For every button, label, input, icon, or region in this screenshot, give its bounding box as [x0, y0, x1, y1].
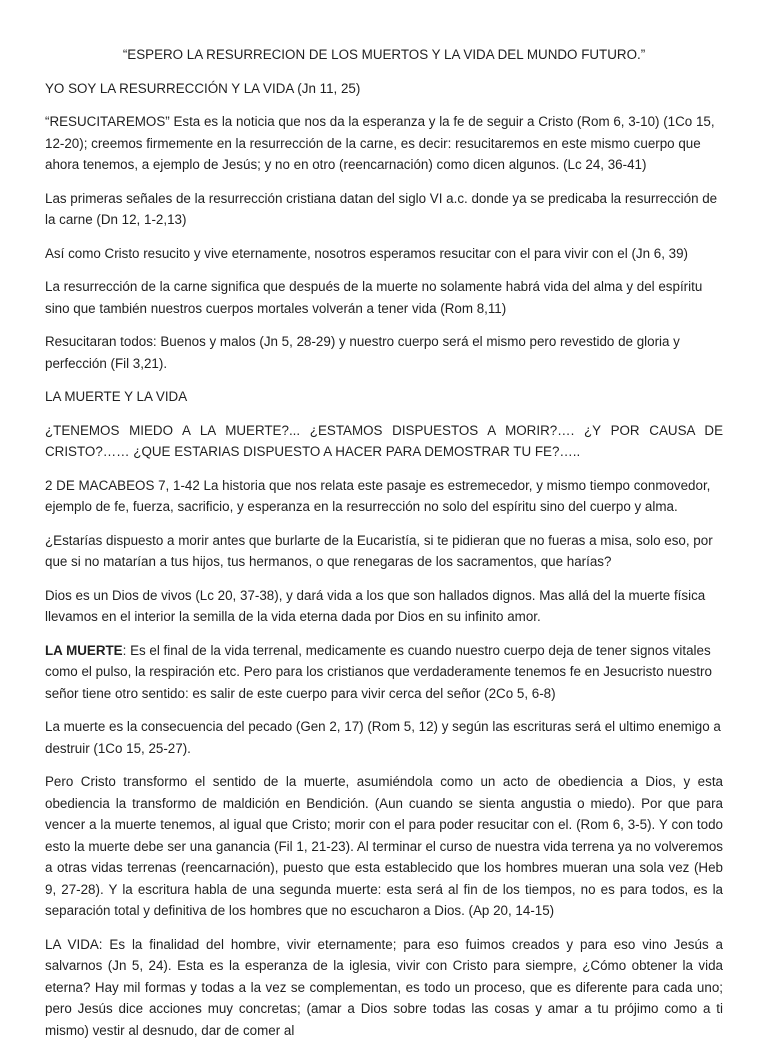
document-page [45, 44, 723, 1053]
death-definition-text: : Es el final de la vida terrenal, medicamente es cuando nuestro cuerpo deja de tener signos vitales como el pulso, la respiración etc. Pero para los cristianos que verdaderamente tenemos fe en Jesucristo nuestro señor tiene otro sentido: es salir de este cuerpo para vivir cerca del señor (2Co 5, 6-8) [45, 642, 712, 701]
paragraph-death-consequence: La muerte es la consecuencia del pecado (Gen 2, 17) (Rom 5, 12) y según las escrituras será el ultimo enemigo a destruir (1Co 15, 25-27). [45, 719, 721, 756]
paragraph-questions: ¿TENEMOS MIEDO A LA MUERTE?... ¿ESTAMOS DISPUESTOS A MORIR?…. ¿Y POR CAUSA DE CRISTO?…… ¿QUE ESTARIAS DISPUESTO A HACER PARA DEMOSTRAR TU FE?….. [45, 422, 723, 459]
paragraph-life: LA VIDA: Es la finalidad del hombre, vivir eternamente; para eso fuimos creados y para eso vino Jesús a salvarnos (Jn 5, 24). Esta es la esperanza de la iglesia, vivir con Cristo para siempre, ¿Cómo obtener la vida eterna? Hay mil formas y todas a la vez se complementan, es todo un proceso, que es diferente para cada uno; pero Jesús dice acciones muy concretas; (amar a Dios sobre todas las cosas y amar a tu prójimo como a ti mismo) vestir al desnudo, dar de comer al [45, 936, 723, 1038]
paragraph-god-of-living: Dios es un Dios de vivos (Lc 20, 37-38), y dará vida a los que son hallados dignos. Mas allá del la muerte física llevamos en el interior la semilla de la vida eterna dada por Dios en su infinito amor. [45, 587, 706, 624]
paragraph-all-resurrect: Resucitaran todos: Buenos y malos (Jn 5, 28-29) y nuestro cuerpo será el mismo pero revestido de gloria y perfección (Fil 3,21). [45, 334, 680, 371]
heading-resurrection-life: YO SOY LA RESURRECCIÓN Y LA VIDA (Jn 11, 25) [45, 80, 361, 96]
paragraph-eucharist-question: ¿Estarías dispuesto a morir antes que burlarte de la Eucaristía, si te pidieran que no fueras a misa, solo eso, por que si no matarían a tus hijos, tus hermanos, o que renegaras de los sacramentos, que harías? [45, 532, 713, 569]
paragraph-christ-resurrected: Así como Cristo resucito y vive eternamente, nosotros esperamos resucitar con el para vivir con el (Jn 6, 39) [45, 245, 689, 261]
paragraph-maccabees: 2 DE MACABEOS 7, 1-42 La historia que nos relata este pasaje es estremecedor, y mismo tiempo conmovedor, ejemplo de fe, fuerza, sacrificio, y esperanza en la resurrección no solo del espíritu sino del cuerpo y alma. [45, 477, 711, 514]
paragraph-resurrection-flesh: La resurrección de la carne significa que después de la muerte no solamente habrá vida del alma y del espíritu sino que también nuestros cuerpos mortales volverán a tener vida (Rom 8,11) [45, 279, 703, 316]
death-label: LA MUERTE [45, 642, 123, 658]
paragraph-first-signs: Las primeras señales de la resurrección cristiana datan del siglo VI a.c. donde ya se predicaba la resurrección de la carne (Dn 12, 1-2,13) [45, 190, 718, 227]
paragraph-resucitaremos: “RESUCITAREMOS” Esta es la noticia que nos da la esperanza y la fe de seguir a Cristo (Rom 6, 3-10) (1Co 15, 12-20); creemos firmemente en la resurrección de la carne, es decir: resucitaremos en este mismo cuerpo que ahora tenemos, a ejemplo de Jesús; y no en otro (reencarnación) como dicen algunos. (Lc 24, 36-41) [45, 114, 715, 172]
section-heading-death-life: LA MUERTE Y LA VIDA [45, 389, 188, 404]
paragraph-christ-transformed-death: Pero Cristo transformo el sentido de la muerte, asumiéndola como un acto de obediencia a Dios, y esta obediencia la transformo de maldición en Bendición. (Aun cuando se sienta angustia o miedo). Por que para vencer a la muerte tenemos, al igual que Cristo; morir con el para poder resucitar con el. (Rom 6, 3-5). Y con todo esto la muerte debe ser una ganancia (Fil 1, 21-23). Al terminar el curso de nuestra vida terrena ya no volveremos a otras vidas terrenas (reencarnación), puesto que esta establecido que los hombres mueran una sola vez (Heb 9, 27-28). Y la escritura habla de una segunda muerte: esta será al fin de los tiempos, no es para todos, es la separación total y definitiva de los hombres que no escucharon a Dios. (Ap 20, 14-15) [45, 774, 723, 918]
paragraph-death-definition [45, 640, 723, 705]
document-title: “ESPERO LA RESURRECION DE LOS MUERTOS Y LA VIDA DEL MUNDO FUTURO.” [122, 47, 646, 62]
